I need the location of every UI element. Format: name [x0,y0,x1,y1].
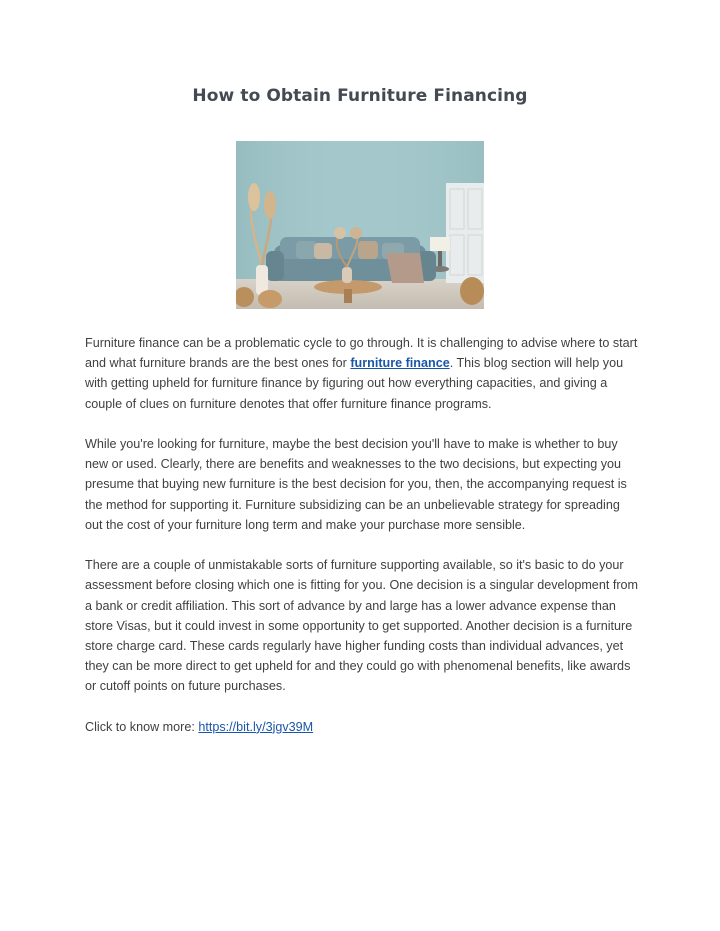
living-room-photo [236,141,484,309]
paragraph-1 [85,333,640,414]
know-more-link[interactable]: https://bit.ly/3jgv39M [198,719,314,734]
paragraph-1-text-a: Furniture finance can be a problematic cycle to go through. It is challenging to advise where to start and what furniture brands are the best ones for [85,336,638,371]
paragraph-4 [85,717,640,737]
paragraph-1-text-b: . This blog section will help you with getting upheld for furniture finance by figuring out how everything capacities, and giving a couple of clues on furniture denotes that offer furniture finance programs. [85,356,624,411]
article-body [85,333,640,757]
paragraph-3: There are a couple of unmistakable sorts of furniture supporting available, so it's basic to do your assessment before closing which one is fitting for you. One decision is a singular development from a bank or credit affiliation. This sort of advance by and large has a lower advance expense than store Visas, but it could invest in some opportunity to get supported. Another decision is a furniture store charge card. These cards regularly have higher funding costs than individual advances, yet they can be more direct to get upheld for and they could go with phenomenal benefits, like awards or cutoff points on future purchases. [85,558,639,694]
paragraph-2: While you're looking for furniture, maybe the best decision you'll have to make is whether to buy new or used. Clearly, there are benefits and weaknesses to the two decisions, but expecting you presume that buying new furniture is the best decision for you, then, the accompanying request is the method for supporting it. Furniture subsidizing can be an unbelievable strategy for spreading out the cost of your furniture long term and make your purchase more sensible. [85,437,627,532]
know-more-label: Click to know more: [85,719,199,734]
page-title: How to Obtain Furniture Financing [192,86,528,106]
furniture-finance-link[interactable]: furniture finance [350,356,450,371]
